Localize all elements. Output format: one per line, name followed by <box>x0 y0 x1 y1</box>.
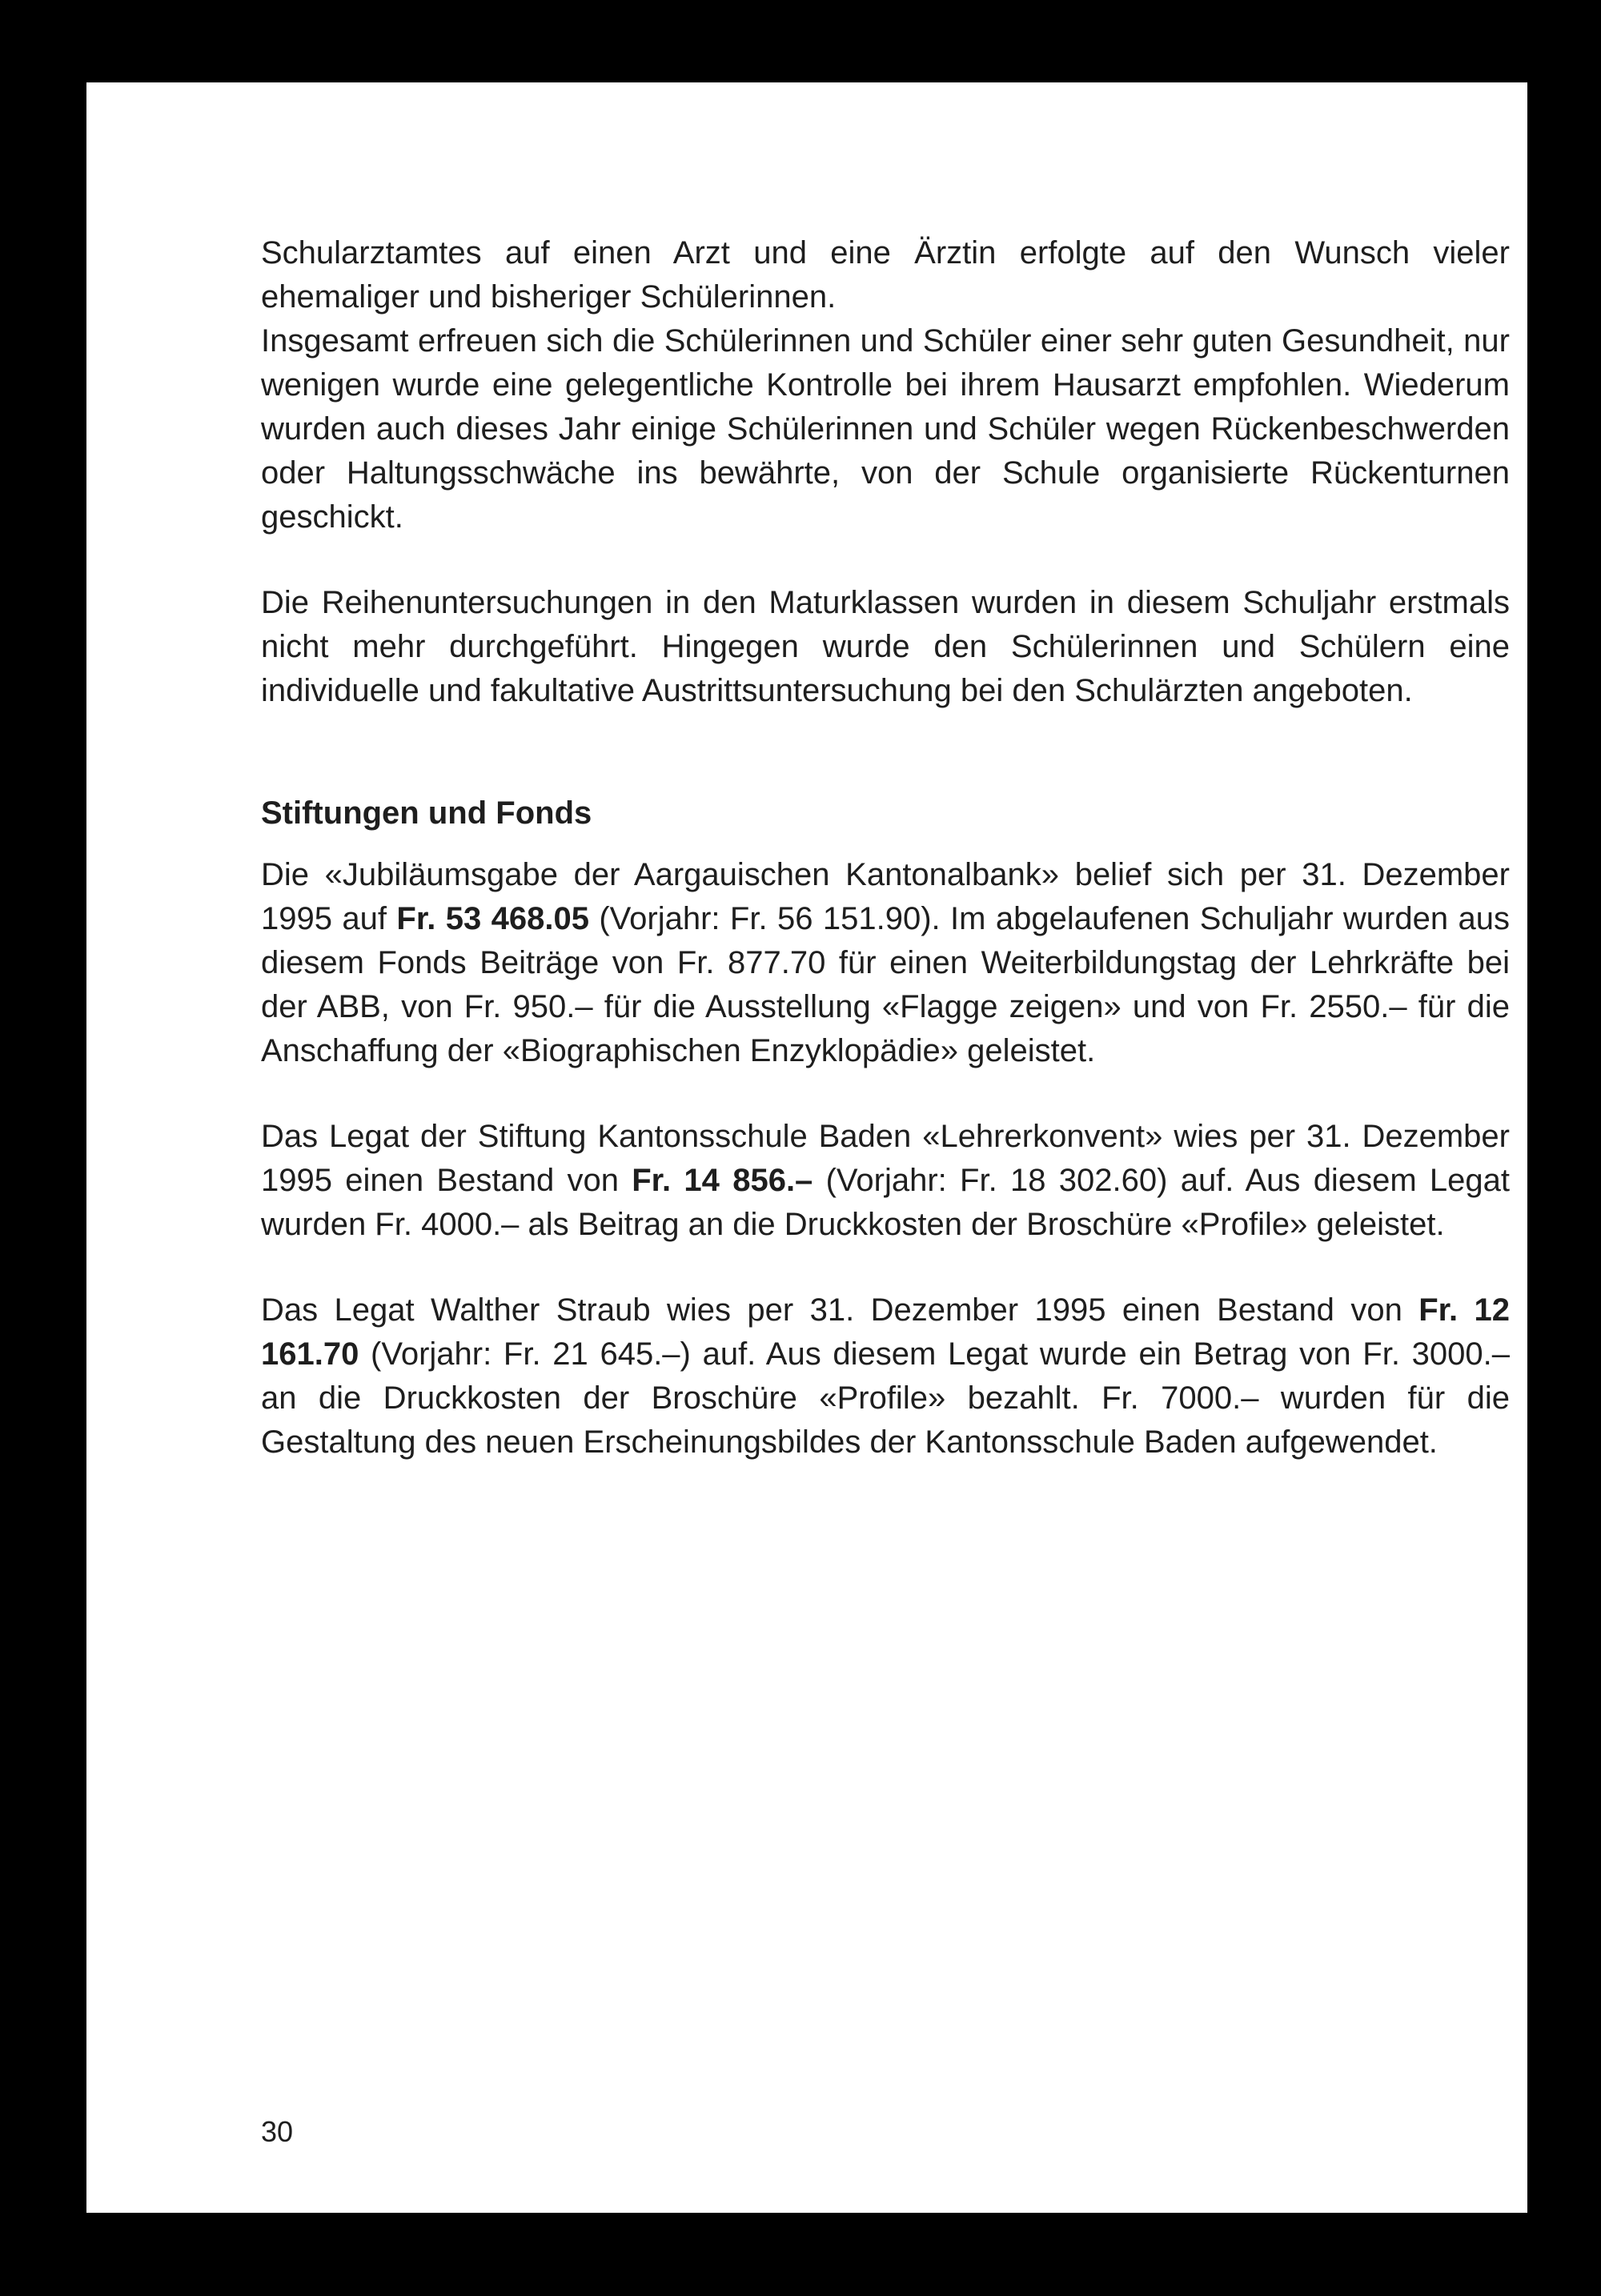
document-page <box>86 82 1527 2213</box>
section-heading: Stiftungen und Fonds <box>261 795 592 831</box>
paragraph-screenings: Die Reihenuntersuchungen in den Maturklassen wurden in diesem Schuljahr erstmals nicht mehr durchgeführt. Hingegen wurde den Schülerinnen und Schülern eine individuelle und fakultative Austrittsuntersuchung bei den Schulärzten angeboten. <box>261 585 1510 708</box>
paragraph-jubilee-fund <box>261 853 1510 1073</box>
paragraph-straub-legacy <box>261 1288 1510 1465</box>
text: Die «Jubiläumsgabe der Aargauischen Kantonalbank» belief sich per 31. Dezember 1995 auf <box>261 857 1510 936</box>
amount-highlight: Fr. 12 161.70 <box>261 1292 1511 1372</box>
amount-highlight: Fr. 14 856.– <box>632 1163 813 1198</box>
text: Das Legat der Stiftung Kantonsschule Baden «Lehrerkonvent» wies per 31. Dezember 1995 einen Bestand von <box>261 1119 1510 1198</box>
text: Das Legat Walther Straub wies per 31. Dezember 1995 einen Bestand von <box>261 1292 1419 1328</box>
paragraph-teacher-legacy <box>261 1115 1510 1247</box>
paragraph-health: Insgesamt erfreuen sich die Schülerinnen und Schüler einer sehr guten Gesundheit, nur wenigen wurde eine gelegentliche Kontrolle bei ihrem Hausarzt empfohlen. Wiederum wurden auch dieses Jahr einige Schülerinnen und Schüler wegen Rückenbeschwerden oder Haltungsschwäche ins bewährte, von der Schule organisierte Rückenturnen geschickt. <box>261 323 1510 535</box>
page-number: 30 <box>261 2115 294 2148</box>
text: (Vorjahr: Fr. 18 302.60) auf. Aus diesem Legat wurden Fr. 4000.– als Beitrag an die Druckkosten der Broschüre «Profile» geleistet. <box>261 1163 1511 1242</box>
text: (Vorjahr: Fr. 56 151.90). Im abgelaufenen Schuljahr wurden aus diesem Fonds Beiträge von Fr. 877.70 für einen Weiterbildungstag der Lehrkräfte bei der ABB, von Fr. 950.– für die Ausstellung «Flagge zeigen» und von Fr. 2550.– für die Anschaffung der «Biographischen Enzyklopädie» geleistet. <box>261 901 1510 1068</box>
page-content <box>261 231 1510 1465</box>
amount-highlight: Fr. 53 468.05 <box>396 901 589 936</box>
paragraph-school-doctor-office: Schularztamtes auf einen Arzt und eine Ärztin erfolgte auf den Wunsch vieler ehemaliger und bisheriger Schülerinnen. <box>261 235 1510 315</box>
text: (Vorjahr: Fr. 21 645.–) auf. Aus diesem Legat wurde ein Betrag von Fr. 3000.– an die Druckkosten der Broschüre «Profile» bezahlt. Fr. 7000.– wurden für die Gestaltung des neuen Erscheinungsbildes der Kantonsschule Baden aufgewendet. <box>261 1336 1510 1460</box>
